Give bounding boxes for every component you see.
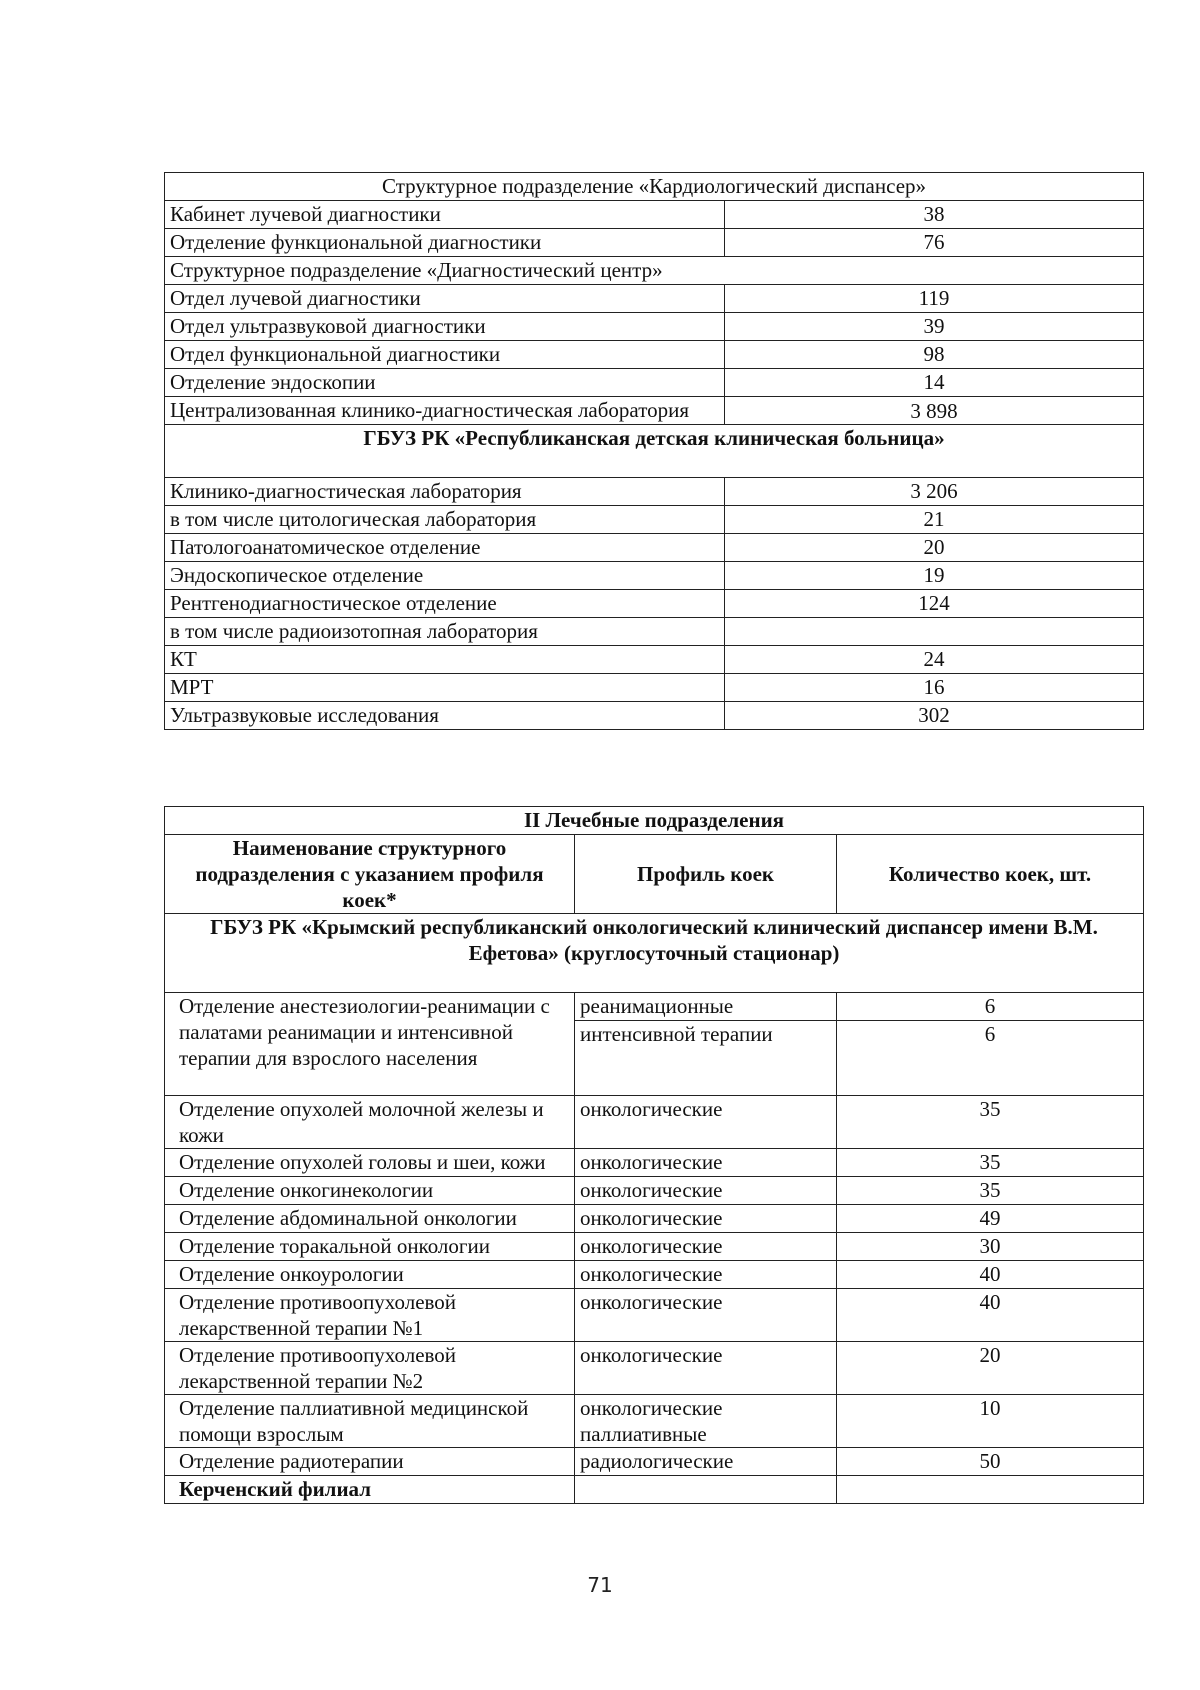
row-name: Отделение функциональной диагностики xyxy=(165,229,725,257)
row-name: Ультразвуковые исследования xyxy=(165,702,725,730)
table-row xyxy=(165,1395,1144,1448)
table-row xyxy=(165,534,1144,562)
row-name: Кабинет лучевой диагностики xyxy=(165,201,725,229)
anesthesia-profile-2: интенсивной терапии xyxy=(575,1021,837,1096)
row-value: 14 xyxy=(725,369,1144,397)
row-value: 20 xyxy=(725,534,1144,562)
row-value: 3 898 xyxy=(725,397,1144,425)
treatment-table xyxy=(164,806,1144,1504)
bed-count: 35 xyxy=(837,1177,1144,1205)
bed-profile: онкологические паллиативные xyxy=(575,1395,837,1448)
row-name: Рентгенодиагностическое отделение xyxy=(165,590,725,618)
institution-title: ГБУЗ РК «Крымский республиканский онкологический клинический диспансер имени В.М. Ефетова» (круглосуточный стационар) xyxy=(165,914,1144,993)
section-title: ГБУЗ РК «Республиканская детская клиническая больница» xyxy=(165,425,1144,478)
bed-count: 35 xyxy=(837,1149,1144,1177)
bed-profile: онкологические xyxy=(575,1205,837,1233)
bed-profile: онкологические xyxy=(575,1261,837,1289)
table-row xyxy=(165,341,1144,369)
department-name: Отделение противоопухолевой лекарственной терапии №1 xyxy=(165,1289,575,1342)
table-row xyxy=(165,702,1144,730)
bed-profile: онкологические xyxy=(575,1149,837,1177)
department-name: Отделение онкоурологии xyxy=(165,1261,575,1289)
treatment-last xyxy=(165,1476,1144,1504)
table-row xyxy=(165,1233,1144,1261)
bed-count: 50 xyxy=(837,1448,1144,1476)
anesthesia-count-2: 6 xyxy=(837,1021,1144,1096)
bed-profile: онкологические xyxy=(575,1342,837,1395)
table-row xyxy=(165,1205,1144,1233)
table-row xyxy=(165,562,1144,590)
section-title: Структурное подразделение «Диагностический центр» xyxy=(165,257,1144,285)
treatment-rows xyxy=(165,1096,1144,1476)
table-row xyxy=(165,506,1144,534)
table-header-row xyxy=(165,835,1144,914)
table-row xyxy=(165,674,1144,702)
row-name: Централизованная клинико-диагностическая лаборатория xyxy=(165,397,725,425)
page-number: 71 xyxy=(587,1573,613,1597)
department-name: Отделение противоопухолевой лекарственной терапии №2 xyxy=(165,1342,575,1395)
row-name: КТ xyxy=(165,646,725,674)
bed-profile: онкологические xyxy=(575,1233,837,1261)
bed-profile: радиологические xyxy=(575,1448,837,1476)
bed-profile: онкологические xyxy=(575,1177,837,1205)
row-value: 39 xyxy=(725,313,1144,341)
row-name: Отделение эндоскопии xyxy=(165,369,725,397)
row-name: Отдел ультразвуковой диагностики xyxy=(165,313,725,341)
department-name: Отделение опухолей головы и шеи, кожи xyxy=(165,1149,575,1177)
row-value xyxy=(725,618,1144,646)
table-row xyxy=(165,229,1144,257)
bed-count: 49 xyxy=(837,1205,1144,1233)
row-value: 124 xyxy=(725,590,1144,618)
section-title-row xyxy=(165,173,1144,201)
section-title-row xyxy=(165,425,1144,478)
diagnostic-table-body xyxy=(165,173,1144,730)
anesthesia-name: Отделение анестезиологии-реанимации с палатами реанимации и интенсивной терапии для взрослого населения xyxy=(165,993,575,1096)
row-name: МРТ xyxy=(165,674,725,702)
row-value: 21 xyxy=(725,506,1144,534)
table-row xyxy=(165,201,1144,229)
row-value: 19 xyxy=(725,562,1144,590)
table-row xyxy=(165,397,1144,425)
row-value: 76 xyxy=(725,229,1144,257)
row-name: Клинико-диагностическая лаборатория xyxy=(165,478,725,506)
table-row xyxy=(165,646,1144,674)
bed-profile: онкологические xyxy=(575,1096,837,1149)
section-title: Структурное подразделение «Кардиологический диспансер» xyxy=(165,173,1144,201)
kerch-branch-name: Керченский филиал xyxy=(165,1476,575,1504)
bed-count: 40 xyxy=(837,1289,1144,1342)
institution-row xyxy=(165,914,1144,993)
treatment-table-body xyxy=(165,807,1144,1096)
department-name: Отделение опухолей молочной железы и кожи xyxy=(165,1096,575,1149)
row-name: в том числе цитологическая лаборатория xyxy=(165,506,725,534)
table-row xyxy=(165,590,1144,618)
treatment-section-title: II Лечебные подразделения xyxy=(165,807,1144,835)
row-value: 302 xyxy=(725,702,1144,730)
row-name: Эндоскопическое отделение xyxy=(165,562,725,590)
bed-profile: онкологические xyxy=(575,1289,837,1342)
kerch-branch-profile xyxy=(575,1476,837,1504)
row-value: 38 xyxy=(725,201,1144,229)
table-row xyxy=(165,1261,1144,1289)
table-row xyxy=(165,478,1144,506)
row-name: Отдел функциональной диагностики xyxy=(165,341,725,369)
department-name: Отделение радиотерапии xyxy=(165,1448,575,1476)
row-value: 24 xyxy=(725,646,1144,674)
row-name: Патологоанатомическое отделение xyxy=(165,534,725,562)
row-name: Отдел лучевой диагностики xyxy=(165,285,725,313)
table-row xyxy=(165,1289,1144,1342)
kerch-branch-count xyxy=(837,1476,1144,1504)
anesthesia-count-1: 6 xyxy=(837,993,1144,1021)
row-value: 3 206 xyxy=(725,478,1144,506)
treatment-section-title-row xyxy=(165,807,1144,835)
section-title-row xyxy=(165,257,1144,285)
table-row xyxy=(165,1177,1144,1205)
row-value: 98 xyxy=(725,341,1144,369)
table-row xyxy=(165,369,1144,397)
header-count: Количество коек, шт. xyxy=(837,835,1144,914)
bed-count: 10 xyxy=(837,1395,1144,1448)
department-name: Отделение абдоминальной онкологии xyxy=(165,1205,575,1233)
bed-count: 30 xyxy=(837,1233,1144,1261)
table-row-kerch xyxy=(165,1476,1144,1504)
table-row xyxy=(165,313,1144,341)
diagnostic-table xyxy=(164,172,1144,730)
department-name: Отделение торакальной онкологии xyxy=(165,1233,575,1261)
row-value: 119 xyxy=(725,285,1144,313)
header-name: Наименование структурного подразделения с указанием профиля коек* xyxy=(165,835,575,914)
row-value: 16 xyxy=(725,674,1144,702)
anesthesia-row-1 xyxy=(165,993,1144,1021)
header-profile: Профиль коек xyxy=(575,835,837,914)
table-row xyxy=(165,1342,1144,1395)
table-row xyxy=(165,285,1144,313)
table-row xyxy=(165,1096,1144,1149)
bed-count: 40 xyxy=(837,1261,1144,1289)
table-row xyxy=(165,1149,1144,1177)
department-name: Отделение паллиативной медицинской помощи взрослым xyxy=(165,1395,575,1448)
table-row xyxy=(165,618,1144,646)
department-name: Отделение онкогинекологии xyxy=(165,1177,575,1205)
table-row xyxy=(165,1448,1144,1476)
bed-count: 35 xyxy=(837,1096,1144,1149)
anesthesia-profile-1: реанимационные xyxy=(575,993,837,1021)
bed-count: 20 xyxy=(837,1342,1144,1395)
row-name: в том числе радиоизотопная лаборатория xyxy=(165,618,725,646)
